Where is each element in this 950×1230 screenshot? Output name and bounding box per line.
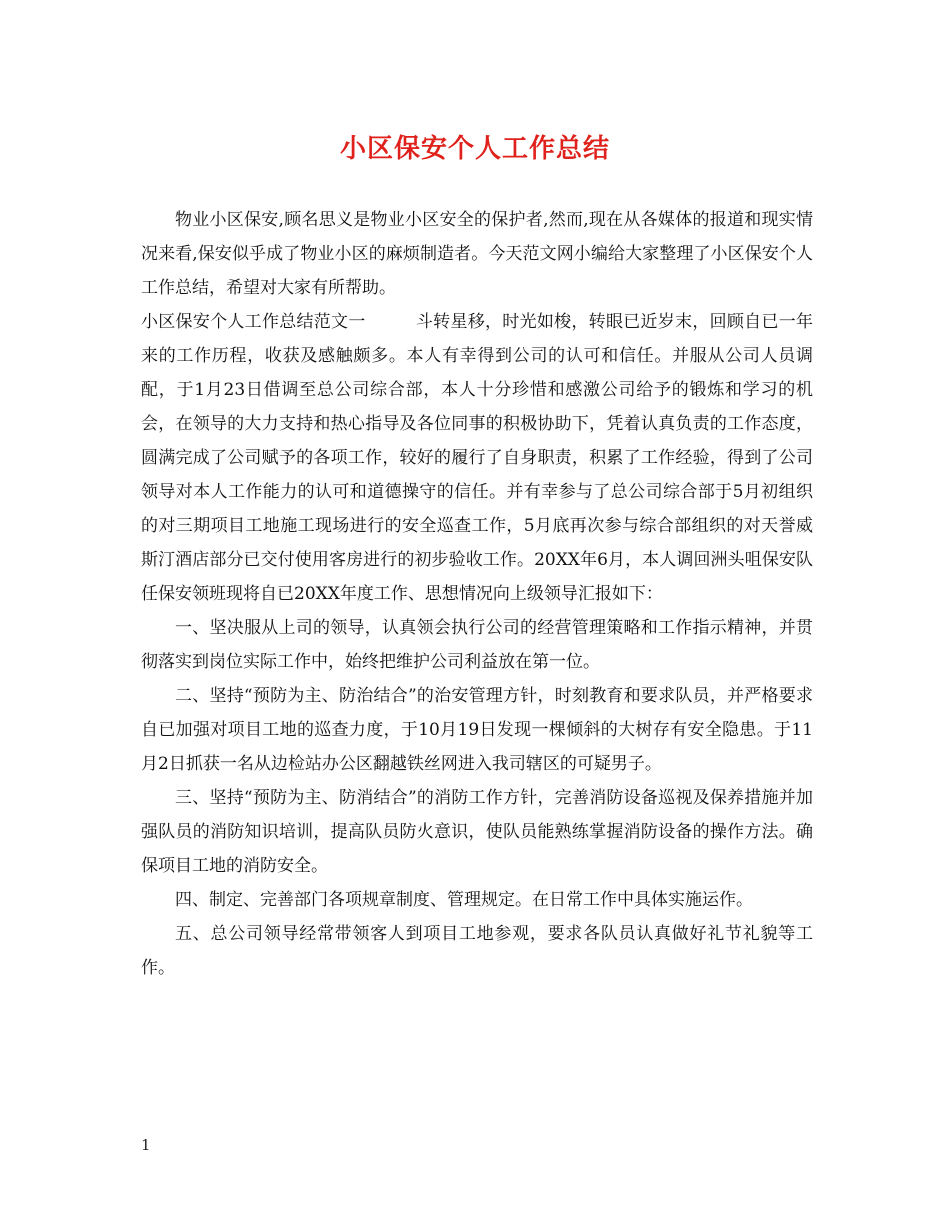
list-item: 四、制定、完善部门各项规章制度、管理规定。在日常工作中具体实施运作。 — [175, 890, 753, 910]
list-item: 三、坚持“预防为主、防消结合”的消防工作方针，完善消防设备巡视及保养措施并加强队员的消防知识培训，提高队员防火意识，使队员能熟练掌握消防设备的操作方法。确保项目工地的消防安全。 — [141, 788, 813, 876]
list-item: 五、总公司领导经常带领客人到项目工地参观，要求各队员认真做好礼节礼貌等工作。 — [141, 924, 813, 978]
list-item: 一、坚决服从上司的领导，认真领会执行公司的经营管理策略和工作指示精神，并贯彻落实到岗位实际工作中，始终把维护公司利益放在第一位。 — [141, 618, 813, 672]
section-first-paragraph: 斗转星移，时光如梭，转眼已近岁末，回顾自已一年来的工作历程，收获及感触颇多。本人有幸得到公司的认可和信任。并服从公司人员调配，于1月23日借调至总公司综合部，本人十分珍惜和感激公司给予的锻炼和学习的机会，在领导的大力支持和热心指导及各位同事的积极协助下，凭着认真负责的工作态度，圆满完成了公司赋予的各项工作，较好的履行了自身职责，积累了工作经验，得到了公司领导对本人工作能力的认可和道德操守的信任。并有幸参与了总公司综合部于5月初组织的对三期项目工地施工现场进行的安全巡查工作，5月底再次参与综合部组织的对天誉威斯汀酒店部分已交付使用客房进行的初步验收工作。20XX年6月，本人调回洲头咀保安队任保安领班现将自已20XX年度工作、思想情况向上级领导汇报如下： — [141, 312, 814, 604]
list-item: 二、坚持“预防为主、防治结合”的治安管理方针，时刻教育和要求队员，并严格要求自已加强对项目工地的巡查力度，于10月19日发现一棵倾斜的大树存有安全隐患。于11月2日抓获一名从边检站办公区翻越铁丝网进入我司辖区的可疑男子。 — [141, 686, 813, 774]
document-body — [141, 203, 813, 985]
section-heading: 小区保安个人工作总结范文一 — [141, 312, 366, 332]
document-title: 小区保安个人工作总结 — [339, 134, 610, 164]
section-paragraph — [141, 305, 813, 611]
page-number: 1 — [141, 1136, 151, 1154]
intro-paragraph: 物业小区保安,顾名思义是物业小区安全的保护者,然而,现在从各媒体的报道和现实情况来看,保安似乎成了物业小区的麻烦制造者。今天范文网小编给大家整理了小区保安个人工作总结，希望对大家有所帮助。 — [141, 210, 813, 298]
